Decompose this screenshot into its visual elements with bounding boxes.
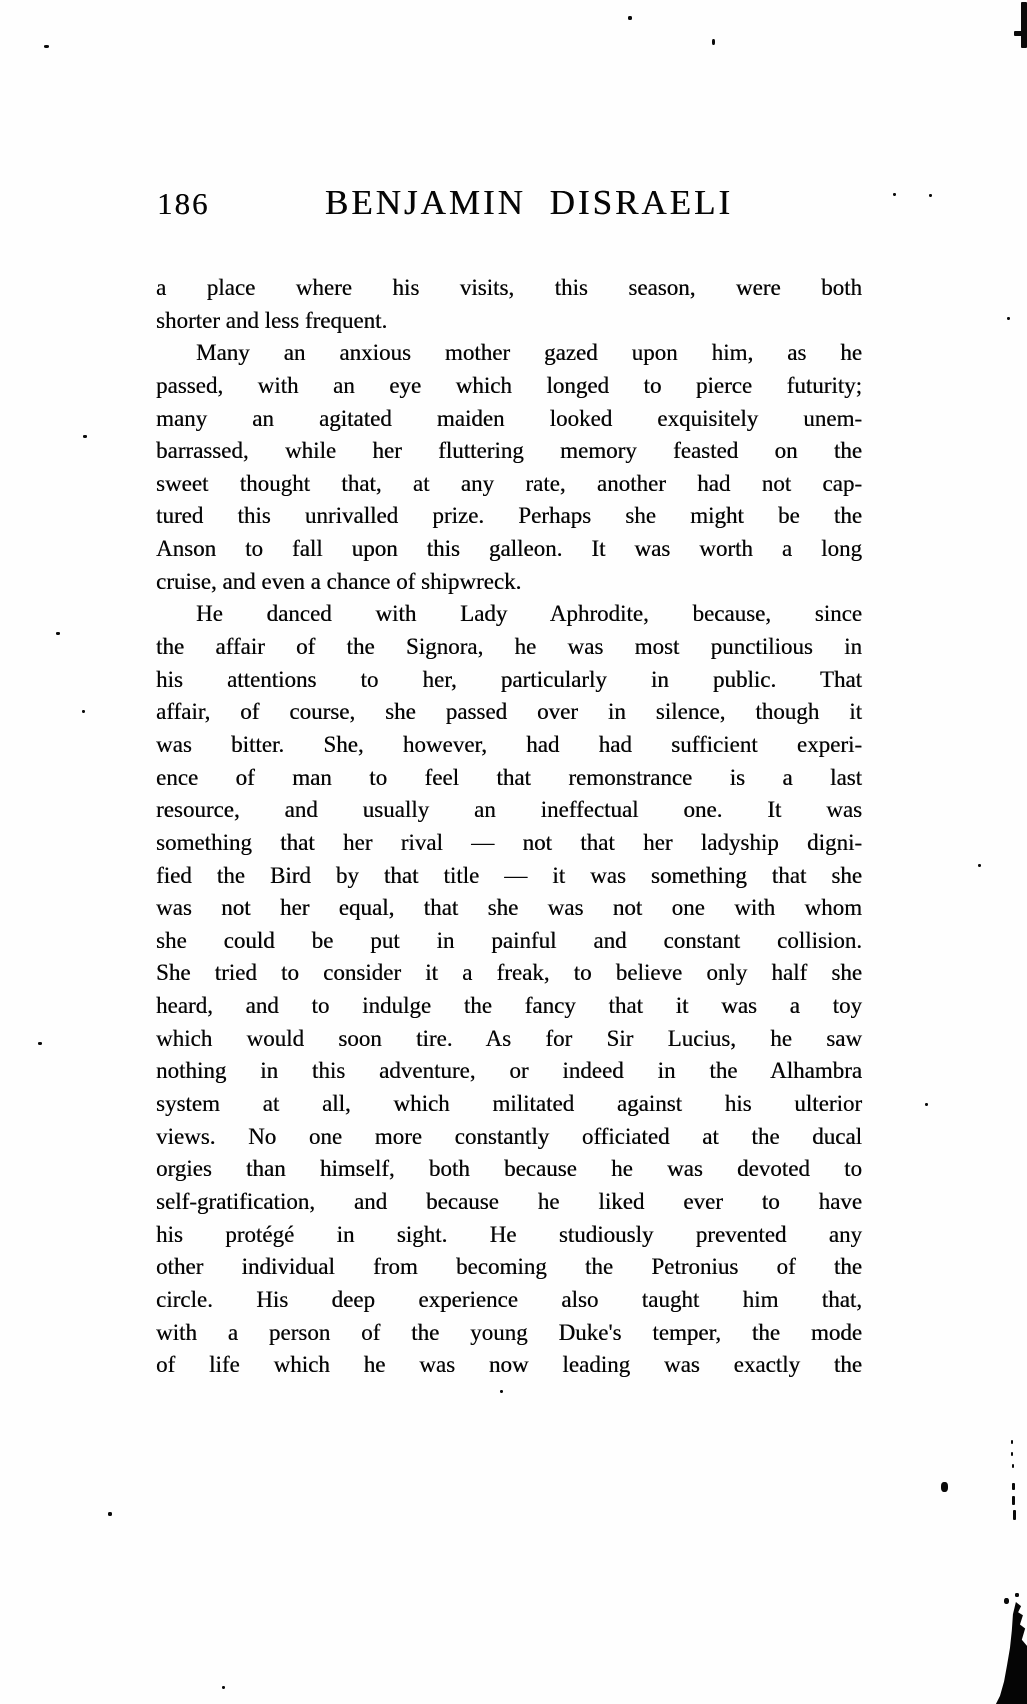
- ink-smudge: [990, 1602, 1027, 1704]
- text-line: sweet thought that, at any rate, another had not cap-: [156, 470, 862, 496]
- text-line: Anson to fall upon this galleon. It was worth a long: [156, 536, 862, 562]
- scan-speck: [978, 864, 981, 867]
- scan-speck: [929, 194, 932, 197]
- text-line: other individual from becoming the Petronius of the: [156, 1254, 862, 1280]
- text-line: many an agitated maiden looked exquisitely unem-: [156, 405, 862, 431]
- text-line: which would soon tire. As for Sir Lucius, he saw: [156, 1025, 862, 1051]
- scan-speck: [628, 16, 632, 20]
- text-line: self-gratification, and because he liked ever to have: [156, 1188, 862, 1214]
- scan-speck: [1012, 1496, 1015, 1505]
- scan-speck: [941, 1482, 948, 1492]
- body-text: [156, 272, 862, 1382]
- text-line: his protégé in sight. He studiously prevented any: [156, 1221, 862, 1247]
- scan-speck: [893, 193, 896, 196]
- scan-speck: [1012, 1464, 1014, 1468]
- text-line: was bitter. She, however, had had sufficient experi-: [156, 731, 862, 757]
- scan-speck: [1007, 317, 1010, 320]
- scan-speck: [1015, 1593, 1019, 1597]
- text-line: fied the Bird by that title — it was something that she: [156, 862, 862, 888]
- running-title: BENJAMIN DISRAELI: [324, 183, 734, 222]
- text-line: Many an anxious mother gazed upon him, as he: [196, 340, 862, 366]
- text-line: orgies than himself, both because he was devoted to: [156, 1156, 862, 1182]
- text-line: his attentions to her, particularly in public. That: [156, 666, 862, 692]
- text-line: shorter and less frequent.: [156, 307, 388, 333]
- scan-speck: [1012, 1483, 1015, 1490]
- text-line: barrassed, while her fluttering memory feasted on the: [156, 438, 862, 464]
- text-line: ence of man to feel that remonstrance is a last: [156, 764, 862, 790]
- text-line: tured this unrivalled prize. Perhaps she might be the: [156, 503, 862, 529]
- text-line: the affair of the Signora, he was most punctilious in: [156, 634, 862, 660]
- text-line: affair, of course, she passed over in silence, though it: [156, 699, 862, 725]
- text-line: resource, and usually an ineffectual one. It was: [156, 797, 862, 823]
- text-line: system at all, which militated against his ulterior: [156, 1091, 862, 1117]
- text-line: nothing in this adventure, or indeed in the Alhambra: [156, 1058, 862, 1084]
- scan-speck: [925, 1103, 928, 1106]
- page-number: 186: [157, 186, 210, 221]
- text-line: with a person of the young Duke's temper, the mode: [156, 1319, 862, 1345]
- text-line: He danced with Lady Aphrodite, because, since: [196, 601, 862, 627]
- text-line: she could be put in painful and constant collision.: [156, 927, 862, 953]
- scan-speck: [108, 1512, 112, 1516]
- scan-speck: [1013, 1510, 1016, 1520]
- scan-speck: [1011, 1452, 1013, 1456]
- scan-speck: [38, 1042, 42, 1045]
- text-line: heard, and to indulge the fancy that it was a toy: [156, 993, 862, 1019]
- text-line: She tried to consider it a freak, to believe only half she: [156, 960, 862, 986]
- text-line: cruise, and even a chance of shipwreck.: [156, 568, 522, 594]
- text-line: of life which he was now leading was exactly the: [156, 1352, 862, 1378]
- scan-speck: [83, 435, 87, 438]
- scan-speck: [500, 1390, 503, 1393]
- text-line: passed, with an eye which longed to pierce futurity;: [156, 372, 862, 398]
- text-line: a place where his visits, this season, were both: [156, 275, 862, 300]
- scan-speck: [1011, 1440, 1013, 1444]
- scan-speck: [222, 1686, 225, 1689]
- text-line: views. No one more constantly officiated at the ducal: [156, 1123, 862, 1149]
- scan-speck: [82, 710, 85, 713]
- text-line: was not her equal, that she was not one with whom: [156, 895, 862, 921]
- scan-speck: [1014, 31, 1022, 36]
- scan-speck: [1021, 2, 1027, 48]
- scan-speck: [56, 632, 60, 635]
- scan-speck: [712, 39, 715, 45]
- page-header: [156, 183, 862, 223]
- scan-speck: [1004, 1598, 1009, 1604]
- scan-speck: [44, 45, 49, 48]
- text-line: something that her rival — not that her ladyship digni-: [156, 829, 862, 855]
- text-line: circle. His deep experience also taught him that,: [156, 1286, 862, 1312]
